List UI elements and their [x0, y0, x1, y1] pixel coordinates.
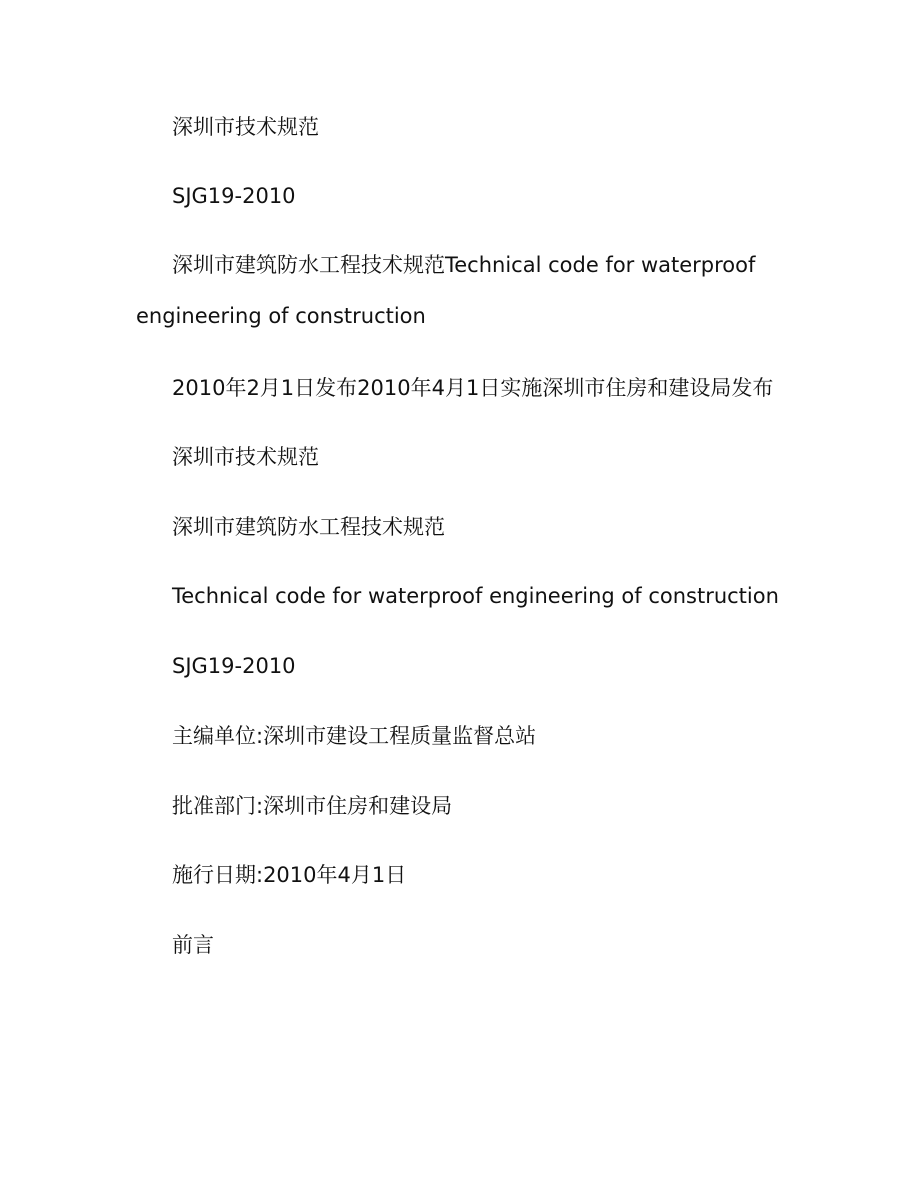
doc-code-repeat: SJG19-2010	[172, 654, 296, 678]
doc-effective-date: 施行日期:2010年4月1日	[172, 863, 407, 887]
doc-preface-heading: 前言	[172, 933, 214, 957]
doc-issue-dates: 2010年2月1日发布2010年4月1日实施深圳市住房和建设局发布	[172, 376, 774, 400]
doc-title-en: Technical code for waterproof engineering of construction	[172, 584, 779, 608]
doc-category: 深圳市技术规范	[172, 115, 319, 139]
doc-code: SJG19-2010	[172, 184, 296, 208]
doc-category-repeat: 深圳市技术规范	[172, 445, 319, 469]
doc-editor-unit: 主编单位:深圳市建设工程质量监督总站	[172, 724, 537, 748]
doc-title-bilingual: 深圳市建筑防水工程技术规范Technical code for waterproof engineering of construction	[136, 253, 756, 328]
doc-approval-dept: 批准部门:深圳市住房和建设局	[172, 794, 453, 818]
doc-title-cn: 深圳市建筑防水工程技术规范	[172, 515, 445, 539]
